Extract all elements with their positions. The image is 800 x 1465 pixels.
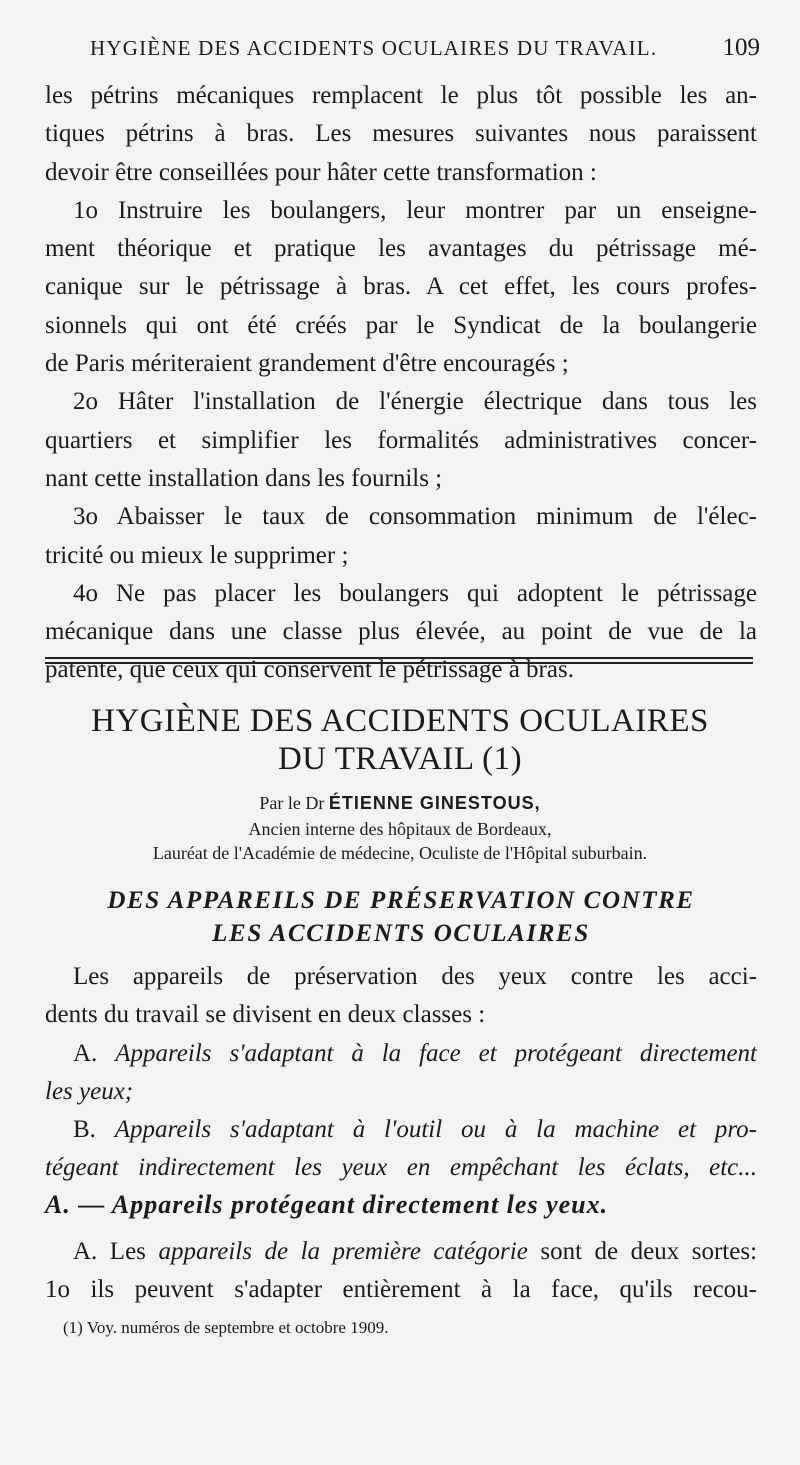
text-line: tiques pétrins à bras. Les mesures suivantes nous paraissent [45, 120, 757, 148]
subsection-heading: A. — Appareils protégeant directement les yeux. [45, 1190, 609, 1219]
last-suffix: sont de deux sortes: [540, 1238, 758, 1265]
running-header [90, 36, 760, 61]
text-line: de Paris mériteraient grandement d'être encouragés ; [45, 350, 569, 378]
text-line: sionnels qui ont été créés par le Syndicat de la boulangerie [45, 311, 757, 339]
divider-rule-top [45, 657, 753, 659]
text-line: tricité ou mieux le supprimer ; [45, 541, 349, 569]
last-prefix: A. Les [73, 1238, 146, 1265]
text-line: devoir être conseillées pour hâter cette transformation : [45, 158, 597, 186]
section-heading-line2: LES ACCIDENTS OCULAIRES [212, 920, 590, 947]
list-item-1: 1o Instruire les boulangers, leur montrer par un enseigne- [73, 196, 757, 224]
last-italic: appareils de la première catégorie [158, 1238, 528, 1265]
text-line: mécanique dans une classe plus élevée, au point de vue de la [45, 618, 757, 646]
list-item-2: 2o Hâter l'installation de l'énergie électrique dans tous les [73, 388, 757, 416]
article-title-line1: HYGIÈNE DES ACCIDENTS OCULAIRES [91, 703, 709, 739]
text-line: 1o ils peuvent s'adapter entièrement à la face, qu'ils recou- [45, 1276, 757, 1304]
text-line [45, 1233, 757, 1271]
intro-paragraph [45, 958, 757, 1188]
opening-paragraphs [45, 77, 757, 690]
final-paragraph [45, 1233, 757, 1310]
text-line: ment théorique et pratique les avantages du pétrissage mé- [45, 235, 757, 263]
class-b-text: Appareils s'adaptant à l'outil ou à la machine et pro- [114, 1116, 757, 1144]
list-item-4: 4o Ne pas placer les boulangers qui adoptent le pétrissage [73, 579, 757, 607]
class-b-line1 [45, 1111, 757, 1149]
class-a-line2: les yeux; [45, 1077, 134, 1105]
section-heading-line1: DES APPAREILS DE PRÉSERVATION CONTRE [107, 887, 695, 914]
class-b-label: B. [73, 1116, 96, 1144]
footnote: (1) Voy. numéros de septembre et octobre 1909. [63, 1318, 389, 1337]
class-a-text: Appareils s'adaptant à la face et protégeant directement [115, 1039, 757, 1067]
author-line [0, 792, 800, 815]
article-title-line2: DU TRAVAIL (1) [277, 741, 523, 777]
running-title: HYGIÈNE DES ACCIDENTS OCULAIRES DU TRAVAIL. [90, 36, 658, 60]
text-line: dents du travail se divisent en deux classes : [45, 1001, 486, 1029]
affiliation-line1: Ancien interne des hôpitaux de Bordeaux, [248, 819, 552, 839]
text-line: nant cette installation dans les fournils ; [45, 464, 443, 492]
text-line: les pétrins mécaniques remplacent le plus tôt possible les an- [45, 82, 757, 109]
author-prefix: Par le Dr [259, 793, 325, 813]
class-b-line2: tégeant indirectement les yeux en empêchant les éclats, etc... [45, 1154, 757, 1182]
text-line: patente, que ceux qui conservent le pétrissage à bras. [45, 656, 574, 684]
text-line: canique sur le pétrissage à bras. A cet effet, les cours profes- [45, 273, 757, 301]
author-name: ÉTIENNE GINESTOUS, [328, 793, 541, 813]
class-a-line1 [45, 1035, 757, 1073]
divider-rule-bottom [45, 662, 753, 664]
text-line: quartiers et simplifier les formalités administratives concer- [45, 426, 757, 454]
section-heading [45, 884, 757, 950]
list-item-3: 3o Abaisser le taux de consommation minimum de l'élec- [73, 503, 757, 531]
affiliation-line2: Lauréat de l'Académie de médecine, Oculiste de l'Hôpital suburbain. [152, 843, 648, 863]
class-a-label: A. [73, 1039, 98, 1067]
text-line: Les appareils de préservation des yeux contre les acci- [73, 963, 757, 990]
page-number: 109 [722, 34, 760, 61]
